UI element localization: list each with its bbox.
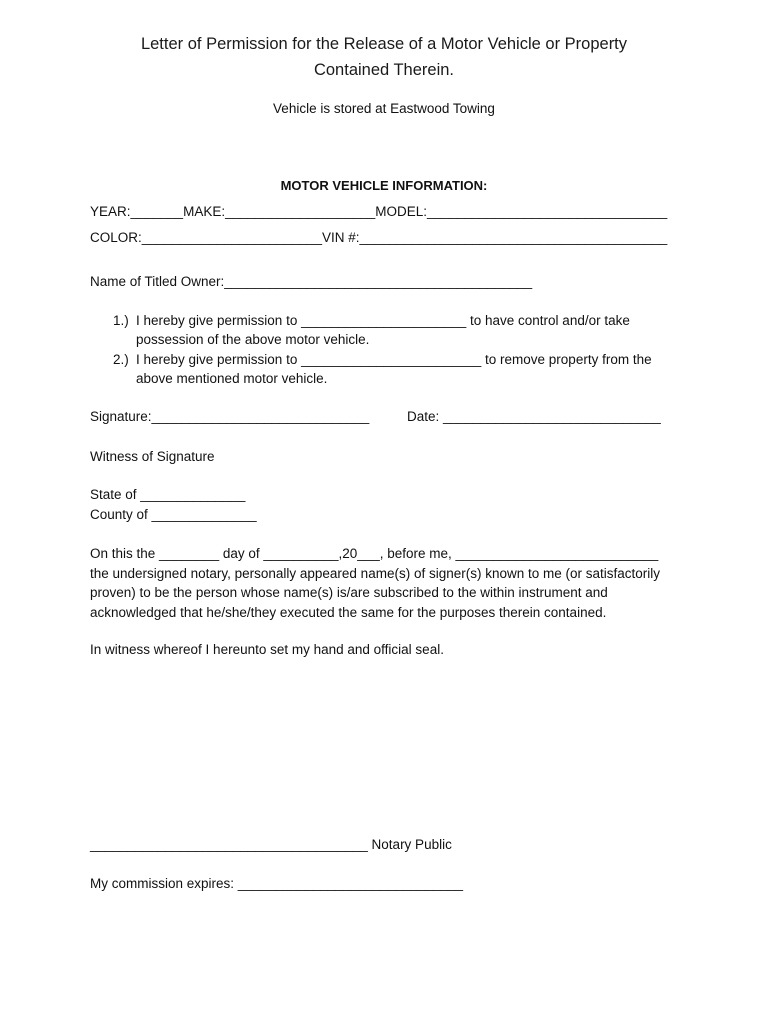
permission-number: 1.) (113, 313, 129, 328)
county-line: County of ______________ (90, 507, 257, 522)
permission-number: 2.) (113, 352, 129, 367)
signature-line: Signature:_____________________________ (90, 409, 370, 424)
section-heading: MOTOR VEHICLE INFORMATION: (280, 178, 488, 193)
titled-owner-line: Name of Titled Owner:_________________________________________ (90, 274, 533, 289)
permission-text-line-2: possession of the above motor vehicle. (136, 332, 370, 347)
permission-text-line-1: I hereby give permission to ________________________ to remove property from the (136, 352, 652, 367)
permission-text-line-1: I hereby give permission to ______________________ to have control and/or take (136, 313, 630, 328)
witness-label: Witness of Signature (90, 449, 215, 464)
witness-whereof-line: In witness whereof I hereunto set my hand and official seal. (90, 642, 444, 657)
permission-text-line-2: above mentioned motor vehicle. (136, 371, 328, 386)
commission-expires-line: My commission expires: ______________________________ (90, 876, 464, 891)
document-title (0, 31, 768, 83)
storage-location: Vehicle is stored at Eastwood Towing (273, 101, 495, 116)
state-line: State of ______________ (90, 487, 246, 502)
title-line-2: Contained Therein. (313, 61, 455, 79)
title-line-1: Letter of Permission for the Release of a Motor Vehicle or Property (140, 35, 628, 53)
vehicle-color-vin-line: COLOR:________________________VIN #:_________________________________________ (90, 230, 668, 245)
date-line: Date: _____________________________ (407, 409, 661, 424)
notary-public-line: _____________________________________ Notary Public (90, 837, 452, 852)
notary-paragraph: On this the ________ day of __________,20___, before me, ___________________________ the undersigned notary, personally appeared name(s) of signer(s) known to me (or satisfactorily proven) to be the person whose name(s) is/are subscribed to the within instrument and acknowledged that he/she/they executed the same for the purposes therein contained. (90, 546, 661, 620)
vehicle-year-make-model-line: YEAR:_______MAKE:____________________MODEL:________________________________ (90, 204, 668, 219)
